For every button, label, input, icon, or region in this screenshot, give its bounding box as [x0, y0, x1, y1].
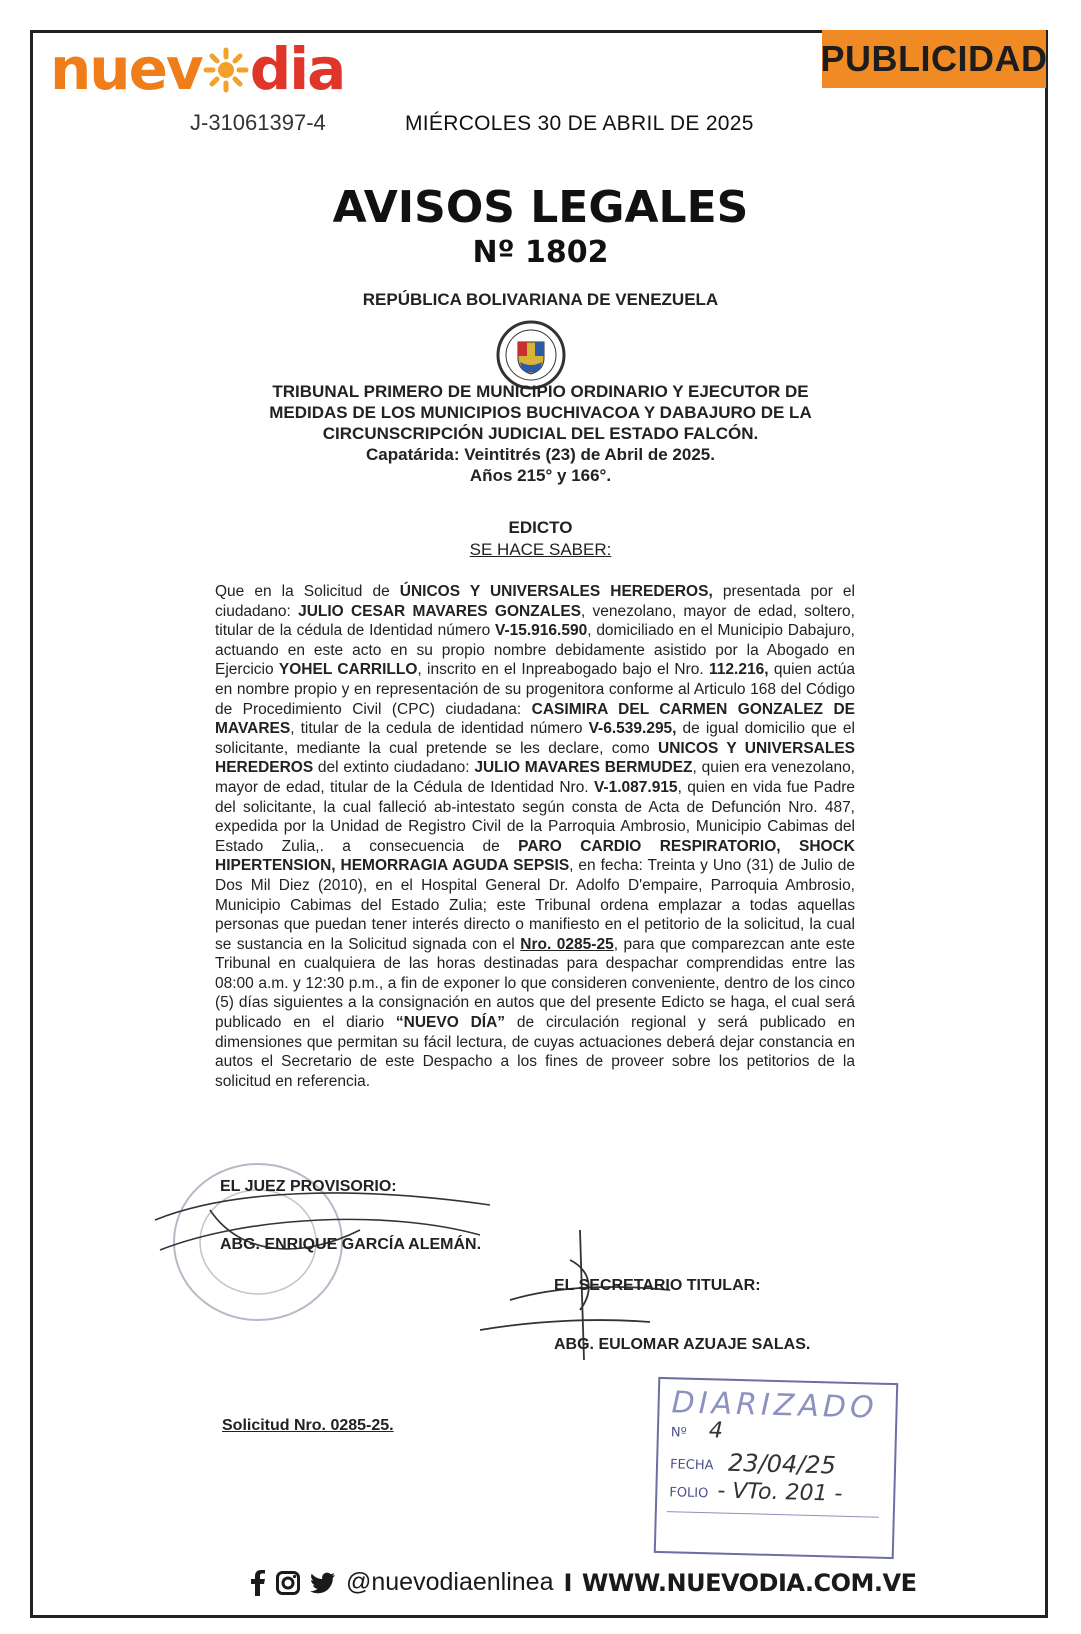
- edict-subtitle: SE HACE SABER:: [469, 540, 612, 559]
- court-seal-icon: [496, 320, 566, 390]
- body-text-segment: presentada por el ciudadano:: [215, 583, 855, 620]
- applicant-name: JULIO CESAR MAVARES GONZALES: [298, 602, 581, 620]
- body-text-segment: , quien era venezolano, mayor de edad, titular de la Cédula de Identidad Nro.: [215, 759, 855, 796]
- section-title: AVISOS LEGALES: [332, 182, 749, 233]
- company-rif: J-31061397-4: [190, 110, 326, 135]
- edict-title: EDICTO: [508, 518, 573, 537]
- nuevo-dia-logo: [50, 35, 345, 103]
- social-handle: @nuevodiaenlinea: [346, 1568, 554, 1596]
- body-text-segment: , para que comparezcan ante este Tribunal en cualquiera de las horas destinadas para despachar comprendidas entre las 08:00 a.m. y 12:30 p.m., a fin de exponer lo que consideren conveniente, dentro de los cinco (5) días siguientes a la consignación en autos que del presente Edicto se haga, el cual será publicado en el diario: [215, 935, 855, 1032]
- stamp-court-text-area: [666, 1511, 879, 1548]
- logo-text-part1: nuev: [50, 35, 202, 103]
- newspaper-name: “NUEVO DÍA”: [395, 1014, 506, 1032]
- deceased-id: V-1.087.915: [593, 778, 678, 796]
- secretary-title: EL SECRETARIO TITULAR:: [554, 1277, 761, 1294]
- stamp-number-value: 4: [708, 1418, 724, 1444]
- court-name-line1: TRIBUNAL PRIMERO DE MUNICIPIO ORDINARIO Y EJECUTOR DE: [272, 382, 809, 401]
- place-date: Capatárida: Veintitrés (23) de Abril de 2025.: [366, 445, 715, 464]
- body-text-segment: quien actúa en nombre propio y en representación de su progenitora conforme al Articulo 168 del Código de Procedimiento Civil (CPC) ciudadana:: [215, 661, 855, 718]
- body-text-segment: de circulación regional y será publicado en dimensiones que permitan su fácil lectura, de cuyas actuaciones deberá dejar constancia en autos el Secretario de este Despacho a los fines de proveer sobre los petitorios de la solicitud en referencia.: [215, 1014, 855, 1090]
- sun-icon: [203, 44, 249, 90]
- body-bold-segment: UNICOS Y UNIVERSALES HEREDEROS: [215, 739, 856, 777]
- twitter-icon: [310, 1572, 336, 1594]
- body-text-segment: , en fecha: Treinta y Uno (31) de Julio de Dos Mil Diez (2010), en el Hospital General Dr. Adolfo D'empaire, Parroquia Ambrosio, Municipio Cabimas del Estado Zulia; este Tribunal ordena emplazar a todas aquellas personas que puedan tener interés directo o manifiesto en el petitorio de la solicitud, la cual se sustancia en la Solicitud signada con el: [215, 857, 855, 953]
- judge-name: ABG. ENRIQUE GARCÍA ALEMÁN.: [220, 1236, 482, 1253]
- mother-name: CASIMIRA DEL CARMEN GONZALEZ DE MAVARES: [215, 700, 855, 738]
- republic-heading: REPÚBLICA BOLIVARIANA DE VENEZUELA: [362, 290, 719, 309]
- notice-number: Nº 1802: [472, 235, 609, 270]
- logo-text-part2: dia: [249, 35, 345, 103]
- issue-date: MIÉRCOLES 30 DE ABRIL DE 2025: [405, 112, 754, 135]
- stamp-heading: DIARIZADO: [671, 1385, 879, 1426]
- inpreabogado-number: 112.216,: [709, 661, 769, 679]
- stamp-date-value: 23/04/25: [727, 1448, 837, 1480]
- secretary-name: ABG. EULOMAR AZUAJE SALAS.: [554, 1336, 811, 1353]
- body-bold-segment: ÚNICOS Y UNIVERSALES HEREDEROS,: [399, 583, 713, 600]
- body-text-segment: , inscrito en el Inpreabogado bajo el Nro.: [417, 661, 710, 679]
- attorney-name: YOHEL CARRILLO: [278, 661, 418, 679]
- diarizado-stamp: [654, 1377, 899, 1559]
- stamp-number-label: Nº: [670, 1425, 687, 1441]
- deceased-name: JULIO MAVARES BERMUDEZ: [474, 759, 693, 777]
- instagram-icon: [276, 1571, 300, 1595]
- years-line: Años 215° y 166°.: [469, 466, 612, 485]
- mother-id: V-6.539.295,: [588, 720, 677, 738]
- applicant-id: V-15.916.590: [494, 622, 588, 640]
- cause-of-death: PARO CARDIO RESPIRATORIO, SHOCK HIPERTENSION, HEMORRAGIA AGUDA SEPSIS: [215, 837, 855, 875]
- body-text-segment: , quien en vida fue Padre del solicitante, la cual falleció ab-intestato según consta de Acta de Defunción Nro. 487, expedida por la Unidad de Registro Civil de la Parroquia Ambrosio, Municipio Cabimas del Estado Zulia,. a consecuencia de: [215, 778, 855, 855]
- request-number: Solicitud Nro. 0285-25.: [222, 1417, 394, 1434]
- stamp-folio-value: - VTo. 201 -: [717, 1478, 843, 1507]
- publicidad-badge: PUBLICIDAD: [822, 30, 1046, 88]
- stamp-folio-label: FOLIO: [669, 1485, 709, 1502]
- edict-body: [215, 582, 855, 1091]
- website-url: WWW.NUEVODIA.COM.VE: [581, 1568, 917, 1597]
- body-text-segment: Que en la Solicitud de: [215, 583, 400, 600]
- footer-separator: I: [563, 1568, 572, 1597]
- body-text-segment: del extinto ciudadano:: [313, 759, 475, 777]
- stamp-date-label: FECHA: [669, 1457, 714, 1474]
- case-number: Nro. 0285-25: [520, 935, 614, 953]
- body-text-segment: , venezolano, mayor de edad, soltero, titular de la cédula de Identidad número: [215, 602, 855, 640]
- body-text-segment: de igual domicilio que el solicitante, mediante la cual pretende se les declare, como: [215, 720, 855, 757]
- body-text-segment: , domiciliado en el Municipio Dabajuro, actuando en este acto en su propio nombre debidamente asistido por la Abogado en Ejercicio: [215, 622, 855, 679]
- body-text-segment: , titular de la cedula de identidad número: [290, 720, 589, 738]
- facebook-icon: [250, 1570, 266, 1596]
- judge-title: EL JUEZ PROVISORIO:: [220, 1178, 397, 1195]
- court-name-line3: CIRCUNSCRIPCIÓN JUDICIAL DEL ESTADO FALCÓN.: [322, 424, 759, 443]
- court-name-line2: MEDIDAS DE LOS MUNICIPIOS BUCHIVACOA Y DABAJURO DE LA: [269, 403, 812, 422]
- footer: [250, 1568, 917, 1597]
